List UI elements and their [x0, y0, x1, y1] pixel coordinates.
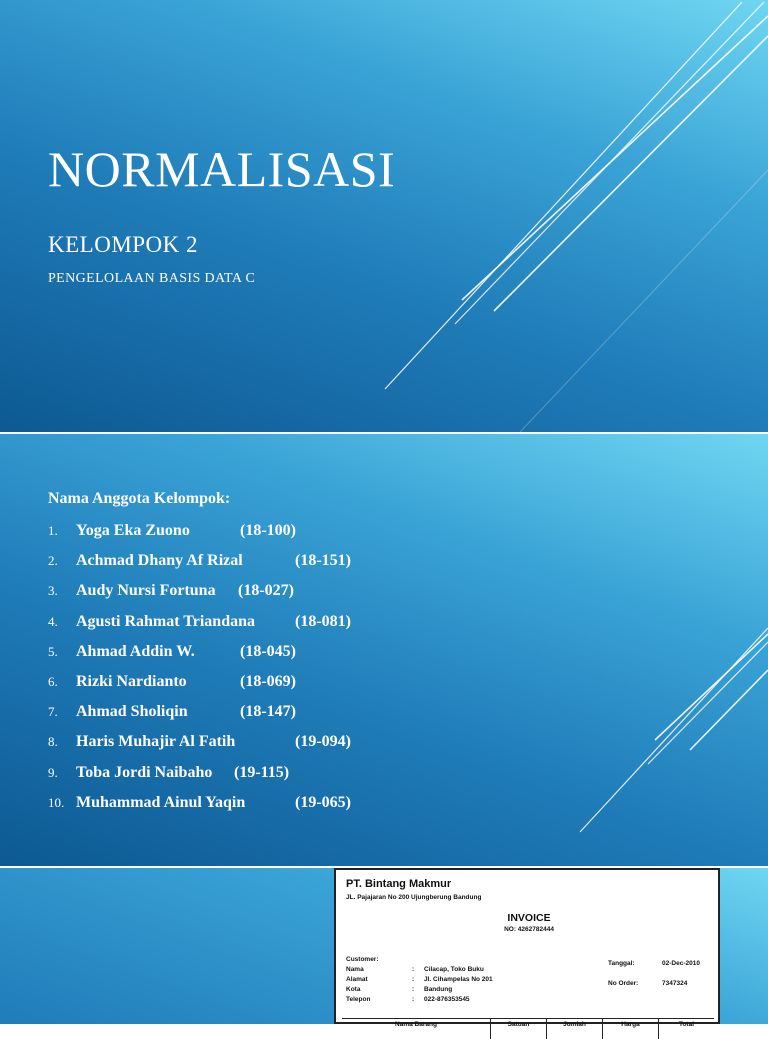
order-value: 7347324	[662, 980, 688, 987]
column-header: Nama Barang	[395, 1021, 437, 1028]
member-nim: (18-069)	[240, 672, 296, 690]
member-nim: (18-027)	[238, 582, 294, 600]
field-label: Telepon	[346, 996, 371, 1003]
list-item	[48, 516, 296, 546]
field-value: Cilacap, Toko Buku	[424, 966, 484, 973]
member-name: Yoga Eka Zuono	[76, 522, 190, 539]
member-name: Haris Muhajir Al Fatih	[76, 733, 236, 751]
member-name: Rizki Nardianto	[76, 672, 187, 690]
field-separator: :	[412, 996, 415, 1003]
member-number: 5.	[48, 643, 58, 659]
member-name: Ahmad Sholiqin	[76, 703, 188, 721]
member-name: Toba Jordi Naibaho	[76, 763, 213, 781]
list-item	[48, 607, 351, 637]
member-nim: (19-094)	[295, 733, 351, 751]
group-subtitle: KELOMPOK 2	[48, 232, 199, 257]
members-slide	[0, 434, 768, 866]
list-item	[48, 637, 296, 667]
field-value: Jl. Cihampelas No 201	[424, 976, 493, 983]
member-nim: (18-147)	[240, 703, 296, 721]
invoice-address: JL. Pajajaran No 200 Ujungberung Bandung	[346, 894, 482, 901]
member-number: 8.	[48, 734, 58, 750]
member-list	[48, 516, 351, 818]
member-nim: (18-100)	[240, 522, 296, 539]
list-item	[48, 727, 351, 757]
title-slide	[0, 0, 768, 432]
member-number: 3.	[48, 583, 58, 599]
member-name: Achmad Dhany Af Rizal	[76, 552, 243, 570]
members-heading: Nama Anggota Kelompok:	[48, 490, 231, 507]
invoice-company: PT. Bintang Makmur	[346, 878, 452, 890]
column-header: Harga	[602, 1019, 658, 1039]
list-item	[48, 697, 296, 727]
field-label: Nama	[346, 966, 364, 973]
column-header: Total	[658, 1019, 714, 1039]
member-number: 7.	[48, 704, 58, 720]
column-header: Satuan	[490, 1019, 546, 1039]
list-item	[48, 788, 351, 818]
order-label: No Order:	[608, 980, 639, 987]
list-item	[48, 546, 351, 576]
field-separator: :	[412, 976, 415, 983]
field-label: Kota	[346, 986, 361, 993]
field-separator: :	[412, 966, 415, 973]
field-value: Bandung	[424, 986, 453, 993]
member-name: Muhammad Ainul Yaqin	[76, 793, 246, 811]
member-number: 1.	[48, 523, 58, 538]
member-nim: (18-045)	[240, 642, 296, 660]
member-number: 6.	[48, 673, 58, 689]
list-item	[48, 576, 294, 606]
member-number: 2.	[48, 553, 58, 569]
invoice-image	[334, 868, 720, 1028]
list-item	[48, 667, 296, 697]
invoice-slide	[0, 868, 768, 1028]
field-label: Alamat	[346, 976, 368, 983]
customer-label: Customer:	[346, 956, 379, 963]
invoice-table-header	[342, 1018, 714, 1039]
member-nim: (18-151)	[295, 552, 351, 570]
date-label: Tanggal:	[608, 960, 635, 967]
member-section	[48, 488, 351, 818]
invoice-title: INVOICE	[507, 912, 551, 924]
member-nim: (19-115)	[234, 763, 290, 781]
member-nim: (18-081)	[295, 612, 351, 630]
date-value: 02-Dec-2010	[662, 960, 700, 967]
column-header: Jumlah	[546, 1019, 602, 1039]
member-number: 4.	[48, 613, 58, 629]
member-nim: (19-065)	[295, 793, 351, 811]
invoice-number: NO: 4262782444	[504, 926, 554, 933]
course-subtitle: PENGELOLAAN BASIS DATA C	[48, 271, 256, 286]
list-item	[48, 758, 290, 788]
decorative-lines	[0, 0, 768, 432]
member-number: 9.	[48, 764, 58, 780]
page-title: NORMALISASI	[48, 141, 396, 197]
member-name: Ahmad Addin W.	[76, 642, 195, 660]
field-separator: :	[412, 986, 415, 993]
member-name: Audy Nursi Fortuna	[76, 582, 216, 600]
field-value: 022-876353545	[424, 996, 470, 1003]
member-name: Agusti Rahmat Triandana	[76, 612, 255, 630]
member-number: 10.	[48, 794, 65, 810]
